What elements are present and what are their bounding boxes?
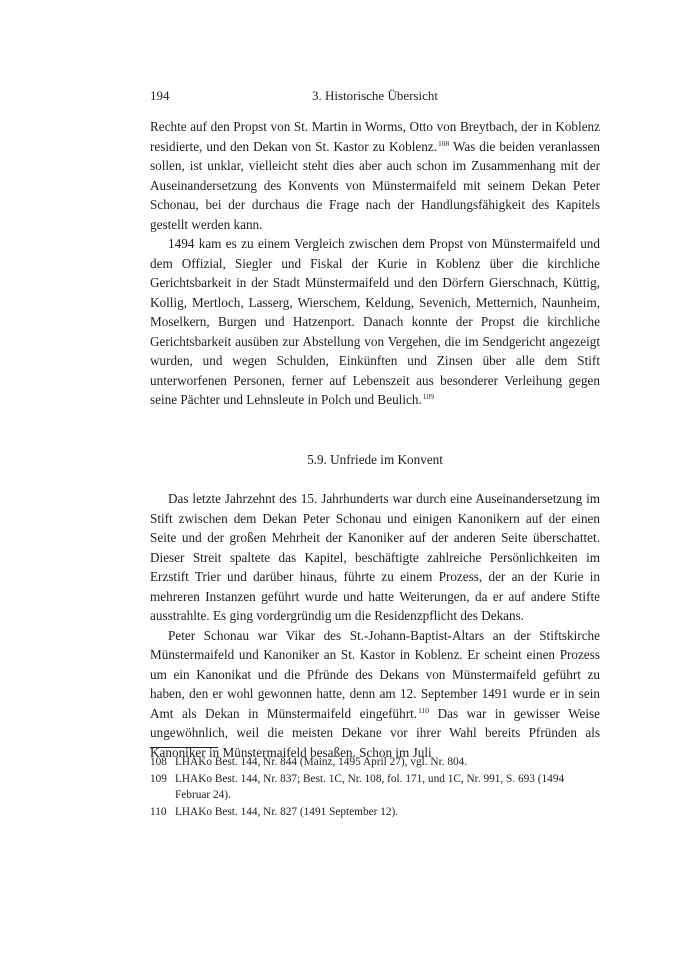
paragraph: Peter Schonau war Vikar des St.-Johann-Baptist-Altars an der Stiftskirche Münstermaifeld und Kanoniker an St. Kastor in Koblenz. Er scheint einen Prozess um ein Kanonikat und die Pfründe des Dekans von Münstermaifeld geführt zu haben, den er wohl gewonnen hatte, denn am 12. September 1491 wurde er in sein Amt als Dekan in Münstermaifeld eingeführt.$^{110}$ Das war in gewisser Weise ungewöhnlich, weil die meisten Dekane vor ihrer Wahl bereits Pfründen als Kanoniker in Münstermaifeld besaßen. Schon im Juli <box>150 627 600 760</box>
running-head <box>150 86 600 106</box>
footnotes <box>150 754 600 820</box>
footnote-ref[interactable]: 110 <box>418 705 430 715</box>
footnote <box>150 804 600 821</box>
footnote-number: 110 <box>150 805 167 818</box>
section-heading: 5.9. Unfriede im Konvent <box>307 451 443 467</box>
footnote-ref[interactable]: 108 <box>437 138 450 148</box>
footnote-number: 108 <box>150 756 167 768</box>
footnote-number: 109 <box>150 772 167 785</box>
footnote-ref[interactable]: 109 <box>422 392 434 401</box>
paragraph: Rechte auf den Propst von St. Martin in Worms, Otto von Breytbach, der in Koblenz residierte, und den Dekan von St. Kastor zu Koblenz.$^{108}$ Was die beiden veranlassen sollen, ist unklar, vielleicht steht dies aber auch schon im Zusammenhang mit der Auseinandersetzung des Konvents von Münstermaifeld mit seinem Dekan Peter Schonau, bei der durchaus die Frage nach der Handlungsfähigkeit des Kapitels gestellt werden kann. <box>150 119 600 232</box>
paragraph: Das letzte Jahrzehnt des 15. Jahrhunderts war durch eine Auseinandersetzung im Stift zwischen dem Dekan Peter Schonau und einigen Kanonikern auf der einen Seite und der großen Mehrheit der Kanoniker auf der anderen Seite überschattet. Dieser Streit spaltete das Kapitel, beschäftigte zahlreiche Persönlichkeiten im Erzstift Trier und darüber hinaus, führte zu einem Prozess, der an der Kurie in mehreren Instanzen geführt wurde und hatte Weiterungen, da er auf andere Stifte ausstrahlte. Es ging vordergründig um die Residenzpflicht des Dekans. <box>150 491 600 623</box>
footnote-text: LHAKo Best. 144, Nr. 844 (Mainz, 1495 April 27), vgl. Nr. 804. <box>175 756 468 768</box>
footnote-text: LHAKo Best. 144, Nr. 827 (1491 September 12). <box>175 805 399 818</box>
page-number: 194 <box>150 88 170 103</box>
footnote-text: LHAKo Best. 144, Nr. 837; Best. 1C, Nr. 108, fol. 171, und 1C, Nr. 991, S. 693 (1494 Februar 24). <box>175 772 565 801</box>
footnote <box>150 754 600 771</box>
body-text <box>150 117 600 762</box>
paragraph: 1494 kam es zu einem Vergleich zwischen dem Propst von Münstermaifeld und dem Offizial, Siegler und Fiskal der Kurie in Koblenz über die kirchliche Gerichtsbarkeit in der Stadt Münstermaifeld und den Dörfern Gierschnach, Küttig, Kollig, Mertloch, Lasserg, Wierschem, Keldung, Sevenich, Metternich, Naunheim, Moselkern, Burgen und Hatzenport. Danach konnte der Propst die kirchliche Gerichtsbarkeit ausüben zur Abstellung von Vergehen, die im Sendgericht angezeigt wurden, und wegen Schulden, Einkünften und Zinsen über alle dem Stift unterworfenen Personen, ferner auf Lebenszeit aus besonderer Verleihung gegen seine Pächter und Lehnsleute in Polch und Beulich.$^{109}$ <box>150 236 600 407</box>
chapter-title: 3. Historische Übersicht <box>311 88 438 103</box>
footnote <box>150 771 600 804</box>
footnote-separator <box>150 747 218 748</box>
book-page <box>150 0 600 965</box>
